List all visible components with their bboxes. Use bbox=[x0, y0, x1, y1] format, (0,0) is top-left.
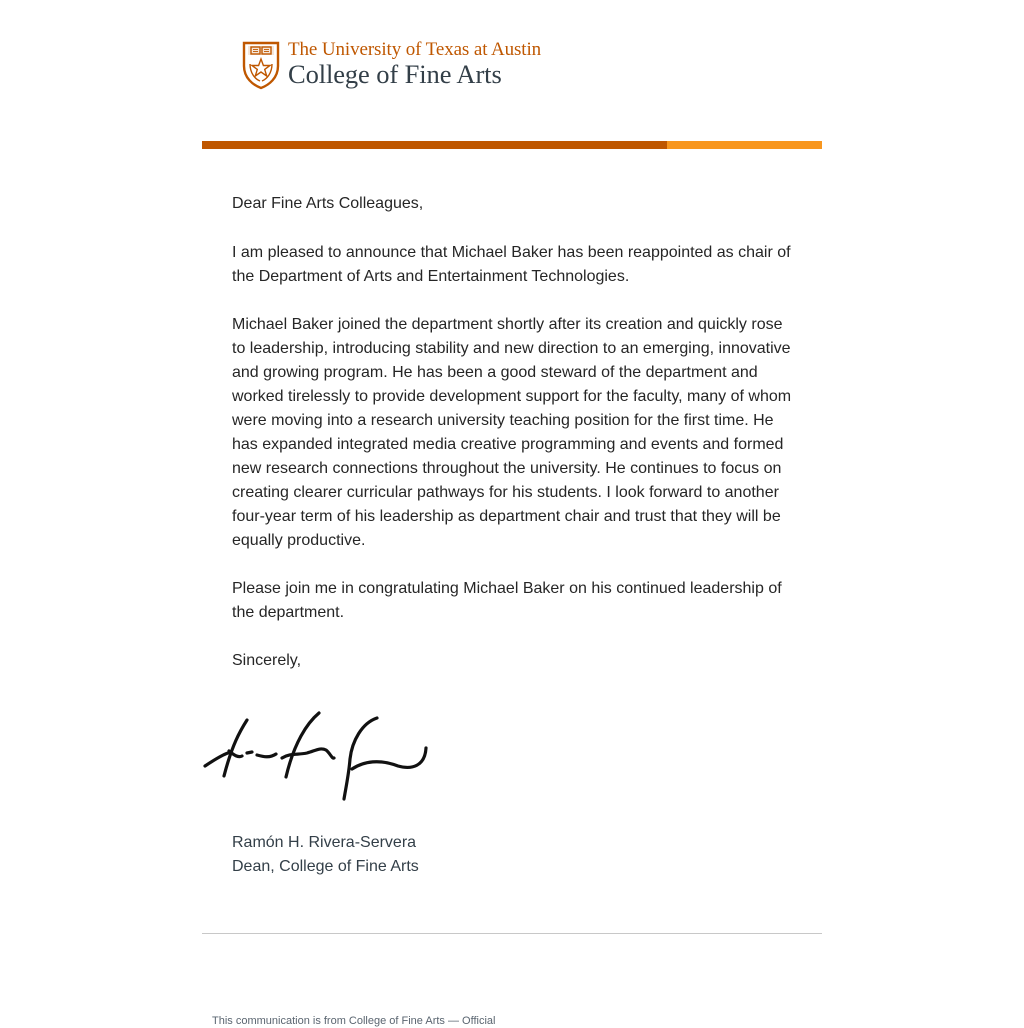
accent-bar bbox=[202, 141, 822, 149]
accent-bar-primary bbox=[202, 141, 667, 149]
ut-shield-icon bbox=[241, 40, 281, 90]
paragraph-background: Michael Baker joined the department shortly after its creation and quickly rose to leadership, introducing stability and new direction to an emerging, innovative and growing program. He has been a good steward of the department and worked tirelessly to provide development support for the faculty, many of whom were moving into a research university teaching position for the first time. He has expanded integrated media creative programming and events and formed new research connections throughout the university. He continues to focus on creating clearer curricular pathways for his students. I look forward to another four-year term of his leadership as department chair and trust that they will be equally productive. bbox=[232, 316, 792, 549]
footer-divider bbox=[202, 933, 822, 934]
paragraph-congratulations: Please join me in congratulating Michael Baker on his continued leadership of the department. bbox=[232, 580, 782, 621]
university-name: The University of Texas at Austin bbox=[288, 39, 542, 60]
accent-bar-secondary bbox=[667, 141, 822, 149]
handwritten-signature bbox=[202, 703, 432, 803]
signer-block bbox=[232, 831, 419, 879]
footer-note: This communication is from College of Fine Arts — Official bbox=[212, 1015, 496, 1027]
closing: Sincerely, bbox=[232, 652, 302, 669]
signer-title: Dean, College of Fine Arts bbox=[232, 858, 419, 875]
college-logo bbox=[241, 40, 551, 92]
paragraph-announcement: I am pleased to announce that Michael Baker has been reappointed as chair of the Department of Arts and Entertainment Technologies. bbox=[232, 244, 791, 285]
salutation: Dear Fine Arts Colleagues, bbox=[232, 195, 424, 212]
college-name: College of Fine Arts bbox=[288, 59, 502, 89]
letter-body bbox=[232, 192, 797, 697]
signer-name: Ramón H. Rivera-Servera bbox=[232, 834, 417, 851]
